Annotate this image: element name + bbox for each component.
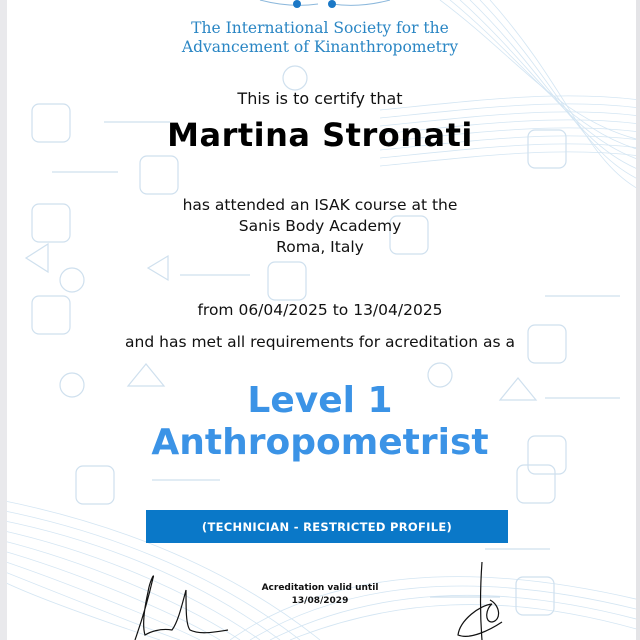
level-title: Level 1	[247, 380, 393, 421]
accreditation-level	[0, 380, 640, 464]
valid-date: 13/08/2029	[291, 596, 349, 606]
signature-left-icon	[120, 570, 230, 640]
isak-logo-icon	[0, 0, 640, 20]
course-dates: from 06/04/2025 to 13/04/2025	[197, 301, 443, 319]
requirements-text: and has met all requirements for acreditation as a	[125, 333, 515, 351]
attended-line: has attended an ISAK course at the	[182, 196, 458, 214]
course-details	[0, 195, 640, 258]
academy-name: Sanis Body Academy	[238, 217, 402, 235]
level-role: Anthropometrist	[151, 422, 489, 463]
profile-banner: (TECHNICIAN - RESTRICTED PROFILE)	[146, 510, 508, 543]
location: Roma, Italy	[276, 238, 364, 256]
valid-label: Acreditation valid until	[261, 583, 379, 593]
validity	[0, 582, 640, 608]
signature-right-icon	[440, 560, 530, 640]
organization-line-2: Advancement of Kinanthropometry	[181, 38, 459, 56]
recipient-name: Martina Stronati	[167, 116, 473, 154]
organization-line-1: The International Society for the	[191, 19, 449, 37]
certify-intro: This is to certify that	[237, 89, 403, 108]
organization-name	[0, 19, 640, 57]
